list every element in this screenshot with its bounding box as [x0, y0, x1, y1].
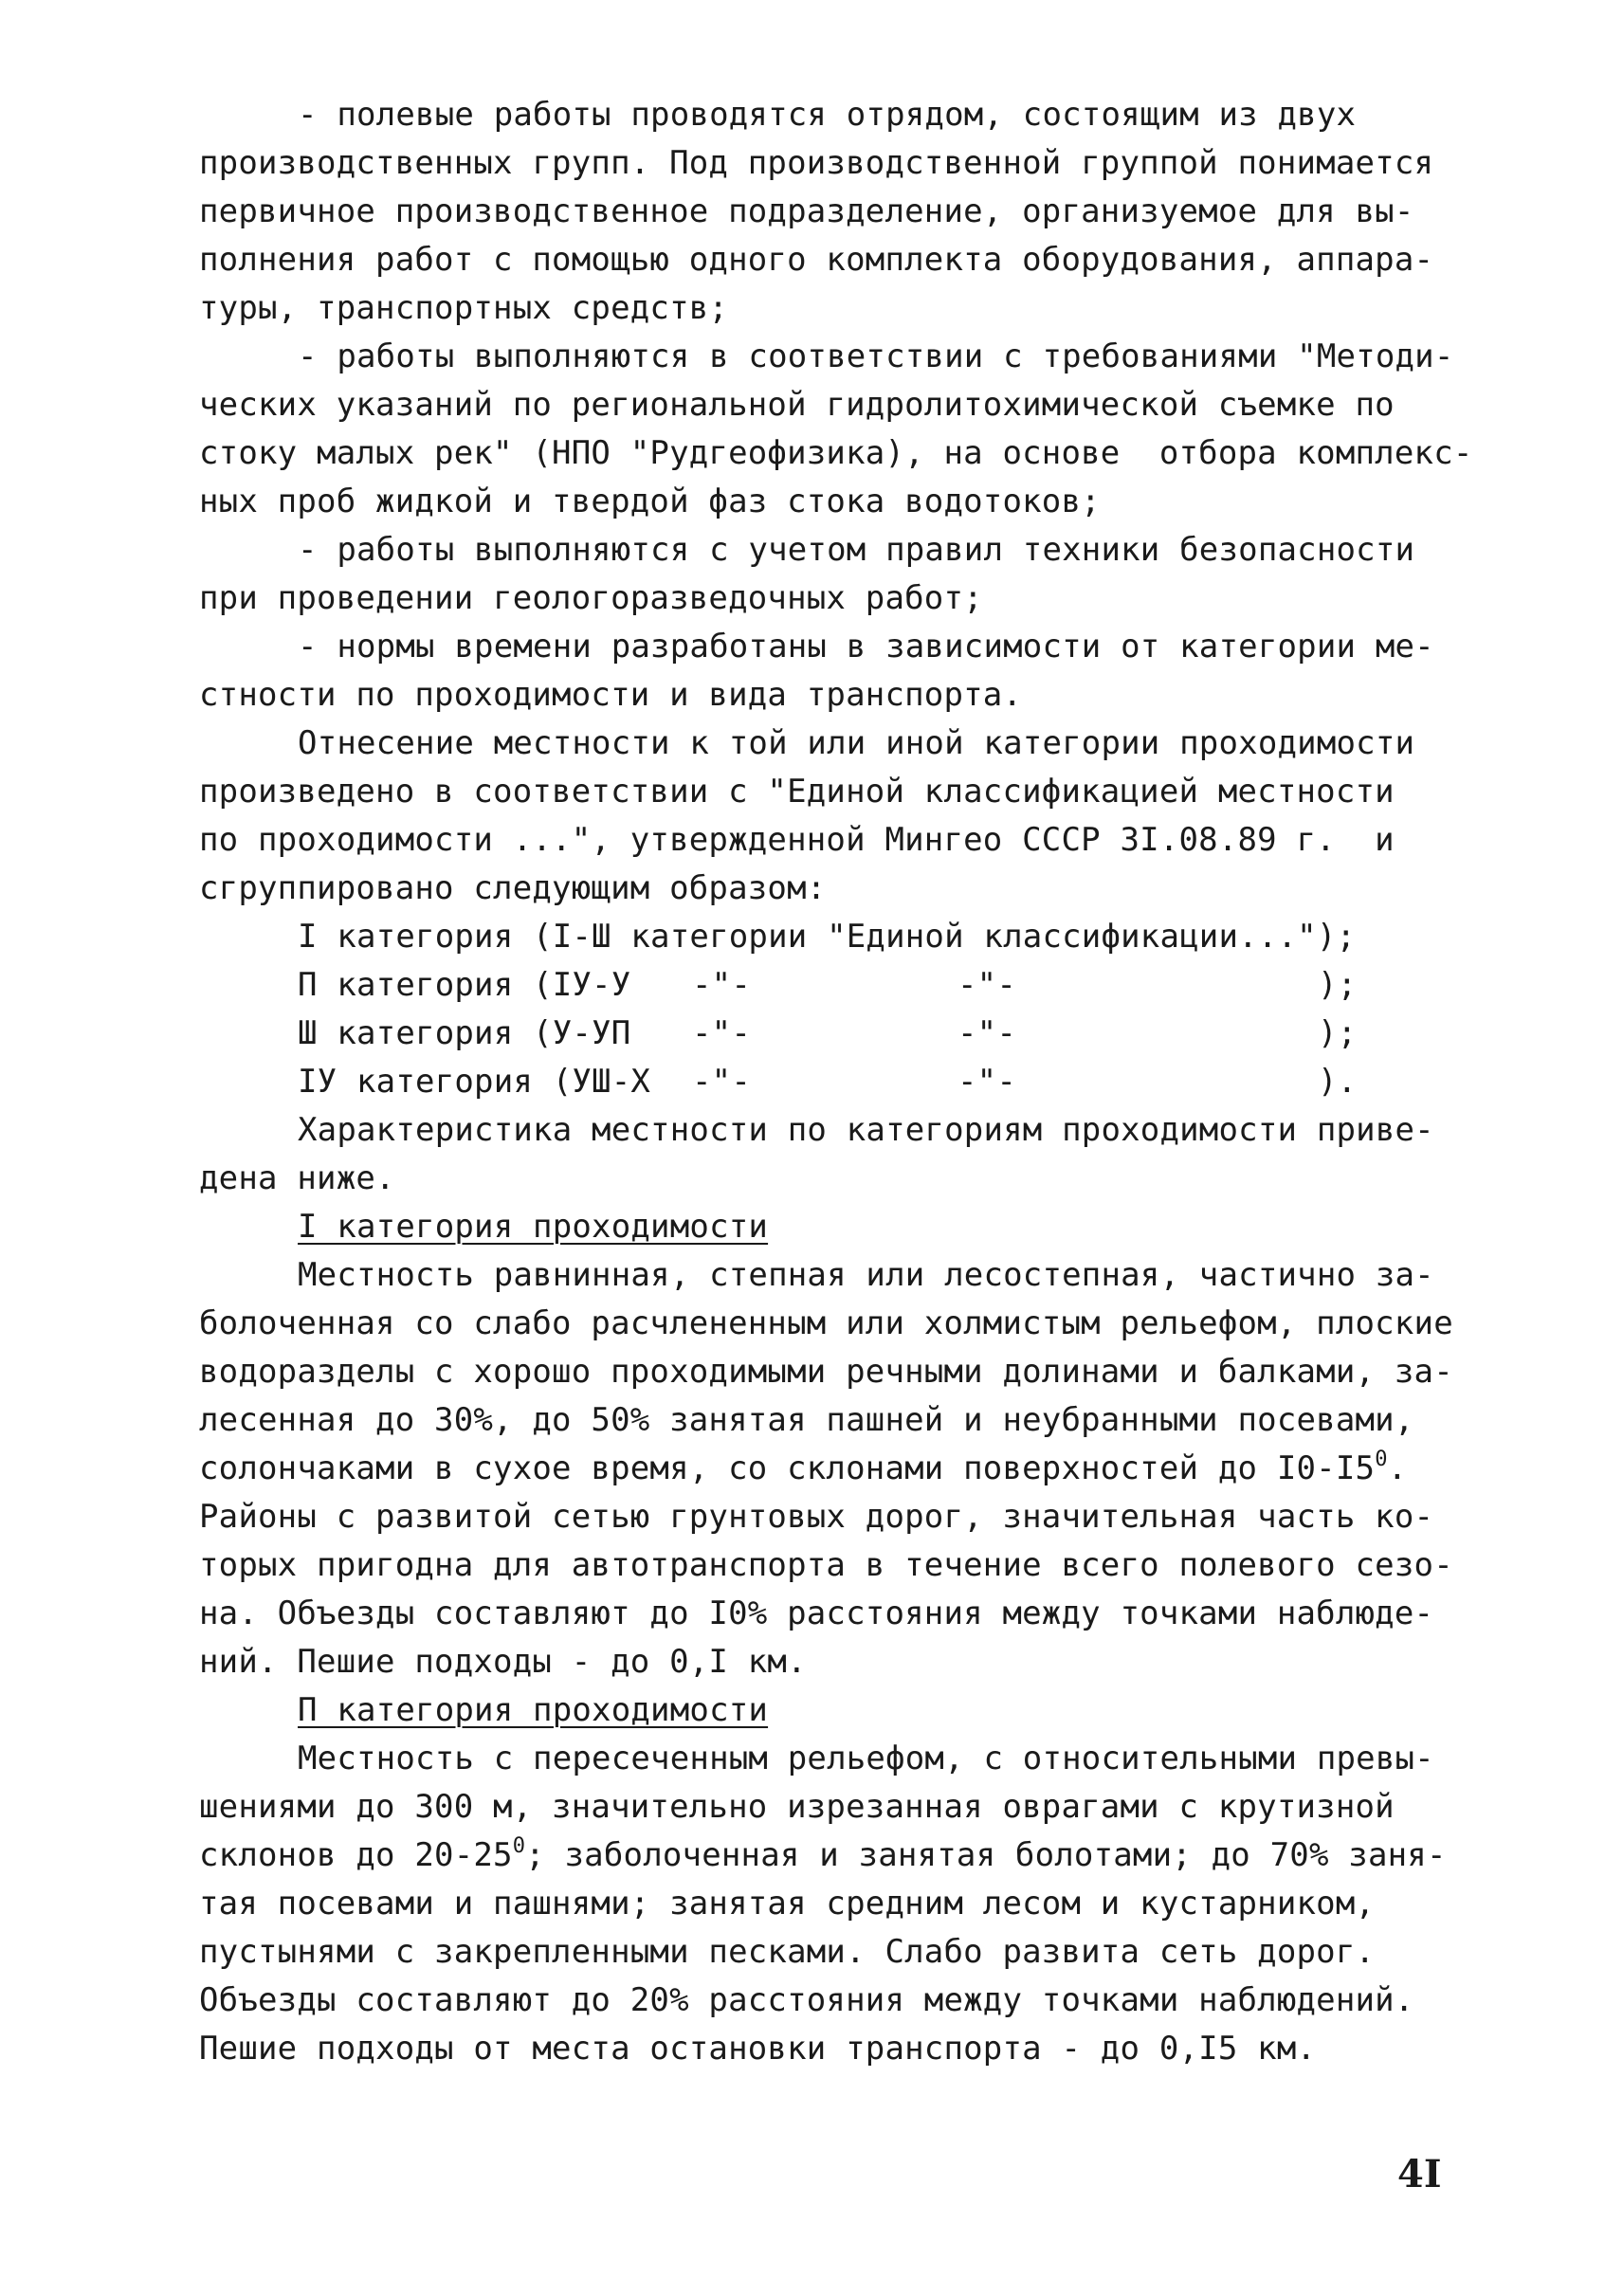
- section-1-line: [199, 1541, 1488, 1590]
- section-2-line: [199, 1977, 1488, 2025]
- summary-line: [199, 1106, 1488, 1155]
- intro-line-text: при проведении геологоразведочных работ;: [199, 579, 983, 617]
- page-number: 4I: [1397, 2152, 1442, 2196]
- body-text: [199, 91, 1488, 2073]
- intro-line: [199, 671, 1488, 720]
- intro-line: [199, 574, 1488, 623]
- section-2-line: [199, 1831, 1488, 1880]
- section-1-line-text: солончаками в сухое время, со склонами поверхностей до I0-I5: [199, 1449, 1376, 1487]
- section-1-line: [199, 1300, 1488, 1348]
- section-1-line-text: на. Объезды составляют до I0% расстояния между точками наблюде-: [199, 1594, 1434, 1632]
- intro-line-text: - работы выполняются в соответствии с требованиями "Методи-: [298, 337, 1454, 375]
- section-2-line-text: пустынями с закрепленными песками. Слабо развита сеть дорог.: [199, 1933, 1376, 1971]
- section-2-line: [199, 1735, 1488, 1783]
- ditto-mark: -"-: [692, 1063, 752, 1101]
- section-1-line-text: Местность равнинная, степная или лесостепная, частично за-: [298, 1256, 1434, 1294]
- intro-line-text: - работы выполняются с учетом правил техники безопасности: [298, 531, 1415, 569]
- category-row: [199, 913, 1488, 961]
- category-name: IУ категория (УШ-Х: [298, 1063, 651, 1101]
- ditto-mark: -"-: [957, 1063, 1017, 1101]
- section-2-line: [199, 1880, 1488, 1928]
- section-2-heading: [199, 1686, 1488, 1735]
- category-end: );: [1318, 966, 1358, 1004]
- section-2-line-continuation: ; заболоченная и занятая болотами; до 70% заня-: [525, 1836, 1447, 1874]
- category-end: ).: [1318, 1063, 1358, 1101]
- ditto-mark: -"-: [692, 966, 752, 1004]
- category-row: [199, 1058, 1488, 1106]
- intro-line-text: по проходимости ...", утвержденной Мингео СССР 3I.08.89 г. и: [199, 821, 1395, 859]
- intro-line: [199, 236, 1488, 284]
- intro-line-text: стности по проходимости и вида транспорта.: [199, 676, 1023, 714]
- summary-line: [199, 1155, 1488, 1203]
- intro-line-text: стоку малых рек" (НПО "Рудгеофизика), на основе отбора комплекс-: [199, 434, 1473, 472]
- category-name: Ш категория (У-УП: [298, 1014, 631, 1052]
- intro-line: [199, 768, 1488, 816]
- summary-line-text: дена ниже.: [199, 1159, 395, 1197]
- section-1-line: [199, 1493, 1488, 1541]
- intro-line: [199, 284, 1488, 333]
- section-1-line-continuation: .: [1387, 1449, 1408, 1487]
- section-1-line-text: болоченная со слабо расчлененным или холмистым рельефом, плоские: [199, 1304, 1453, 1342]
- section-1-line: [199, 1396, 1488, 1445]
- intro-line-text: - нормы времени разработаны в зависимости от категории ме-: [298, 628, 1434, 665]
- category-row: [199, 1010, 1488, 1058]
- section-2-line-text: шениями до 300 м, значительно изрезанная оврагами с крутизной: [199, 1788, 1395, 1826]
- section-1-line-text: лесенная до 30%, до 50% занятая пашней и неубранными посевами,: [199, 1401, 1414, 1439]
- intro-line-text: туры, транспортных средств;: [199, 289, 729, 327]
- section-1-line: [199, 1445, 1488, 1493]
- intro-line: [199, 865, 1488, 913]
- section-2-line-text: тая посевами и пашнями; занятая средним лесом и кустарником,: [199, 1885, 1376, 1922]
- degree-superscript: 0: [512, 1834, 526, 1858]
- section-1-line: [199, 1348, 1488, 1396]
- section-2-heading-text: П категория проходимости: [298, 1691, 769, 1729]
- section-2-line: [199, 2025, 1488, 2073]
- intro-line-text: - полевые работы проводятся отрядом, состоящим из двух: [298, 96, 1357, 134]
- intro-line: [199, 333, 1488, 381]
- section-2-line-text: Пешие подходы от места остановки транспорта - до 0,I5 км.: [199, 2030, 1317, 2068]
- intro-line: [199, 139, 1488, 188]
- section-1-heading-text: I категория проходимости: [298, 1208, 769, 1246]
- section-2-line-text: Объезды составляют до 20% расстояния между точками наблюдений.: [199, 1981, 1414, 2019]
- intro-line: [199, 720, 1488, 768]
- degree-superscript: 0: [1375, 1448, 1388, 1471]
- intro-line: [199, 429, 1488, 478]
- section-1-line-text: торых пригодна для автотранспорта в течение всего полевого сезо-: [199, 1546, 1453, 1584]
- intro-line: [199, 188, 1488, 236]
- section-1-line: [199, 1251, 1488, 1300]
- summary-line-text: Характеристика местности по категориям проходимости приве-: [298, 1111, 1434, 1149]
- intro-line: [199, 623, 1488, 671]
- intro-line-text: полнения работ с помощью одного комплекта оборудования, аппара-: [199, 241, 1434, 279]
- section-2-line: [199, 1928, 1488, 1977]
- ditto-mark: -"-: [957, 966, 1017, 1004]
- category-end: );: [1318, 1014, 1358, 1052]
- section-1-line-text: ний. Пешие подходы - до 0,I км.: [199, 1643, 807, 1681]
- section-2-line-text: склонов до 20-25: [199, 1836, 513, 1874]
- intro-line-text: Отнесение местности к той или иной категории проходимости: [298, 724, 1415, 762]
- section-2-line-text: Местность с пересеченным рельефом, с относительными превы-: [298, 1740, 1434, 1777]
- ditto-mark: -"-: [957, 1014, 1017, 1052]
- intro-line-text: произведено в соответствии с "Единой классификацией местности: [199, 773, 1395, 811]
- intro-line-text: ных проб жидкой и твердой фаз стока водотоков;: [199, 483, 1101, 520]
- intro-line: [199, 478, 1488, 526]
- intro-line: [199, 816, 1488, 865]
- section-1-line-text: водоразделы с хорошо проходимыми речными долинами и балками, за-: [199, 1353, 1453, 1391]
- ditto-mark: -"-: [692, 1014, 752, 1052]
- section-2-line: [199, 1783, 1488, 1831]
- category-name: I категория (I-Ш категории "Единой классификации...");: [298, 918, 1357, 956]
- section-1-line: [199, 1638, 1488, 1686]
- intro-line-text: производственных групп. Под производственной группой понимается: [199, 144, 1434, 182]
- section-1-line: [199, 1590, 1488, 1638]
- intro-line: [199, 91, 1488, 139]
- intro-line: [199, 526, 1488, 574]
- intro-line: [199, 381, 1488, 429]
- category-name: П категория (IУ-У: [298, 966, 631, 1004]
- intro-line-text: ческих указаний по региональной гидролитохимической съемке по: [199, 386, 1395, 424]
- section-1-heading: [199, 1203, 1488, 1251]
- intro-line-text: сгруппировано следующим образом:: [199, 869, 827, 907]
- intro-line-text: первичное производственное подразделение, организуемое для вы-: [199, 192, 1414, 230]
- section-1-line-text: Районы с развитой сетью грунтовых дорог, значительная часть ко-: [199, 1498, 1434, 1536]
- category-row: [199, 961, 1488, 1010]
